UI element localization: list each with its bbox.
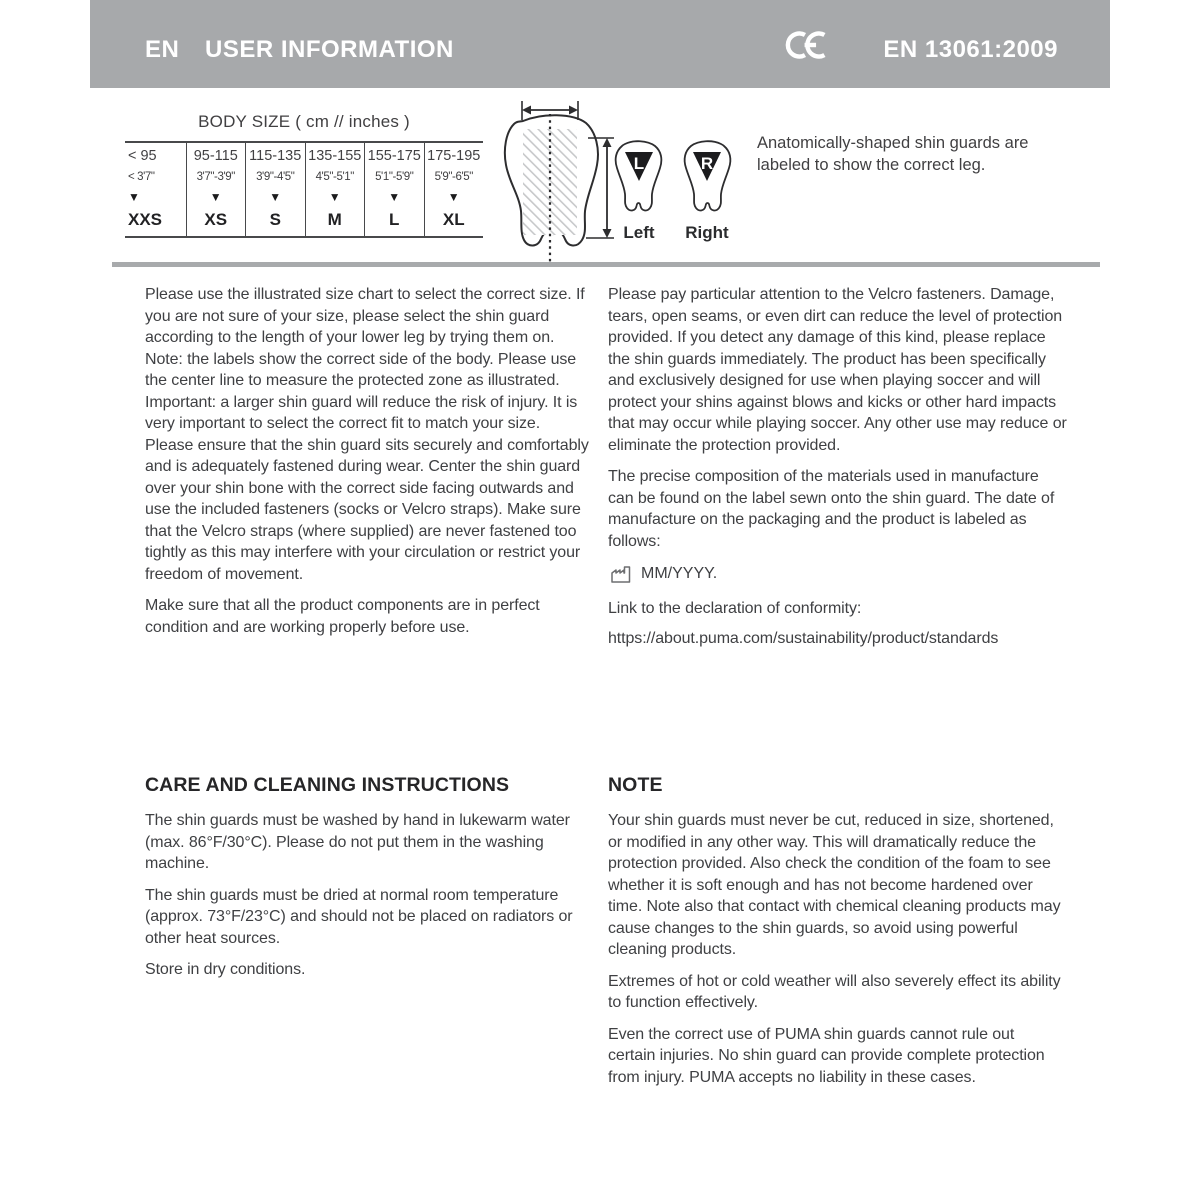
size-column-xxs xyxy=(125,143,186,236)
intro-right-column xyxy=(608,284,1068,648)
care-heading: CARE AND CLEANING INSTRUCTIONS xyxy=(145,774,510,796)
protected-zone-hatch xyxy=(523,129,577,235)
inch-range: < 3'7" xyxy=(128,171,155,184)
language-code: EN xyxy=(145,36,180,63)
paragraph: Please use the illustrated size chart to select the correct size. If you are not sure of your size, please select the shin guard according to the length of your lower leg by trying them on. Note: the labels show the correct side of the body. Please use the center line to measure the protected zone as illustrated. Important: a larger shin guard will reduce the risk of injury. It is very important to select the correct fit to match your size. Please ensure that the shin guard sits securely and comfortably and is adequately fastened during wear. Center the shin guard over your shin bone with the correct side facing outwards and use the included fasteners (socks or Velcro straps). Make sure that the Velcro straps (where supplied) are never fastened too tightly as this may interfere with your circulation or restrict your freedom of movement. xyxy=(145,286,589,583)
down-triangle-icon: ▼ xyxy=(447,189,460,204)
cm-range: 175-195 xyxy=(427,148,481,164)
intro-left-column xyxy=(145,284,592,648)
size-label: L xyxy=(389,209,400,229)
inch-range: 3'9"-4'5" xyxy=(256,171,295,184)
standard-number: EN 13061:2009 xyxy=(883,36,1058,63)
note-section xyxy=(608,774,1063,1098)
paragraph: Your shin guards must never be cut, reduced in size, shortened, or modified in any other way. This will dramatically reduce the protection provided. Also check the condition of the foam to see whether it is soft enough and has not become hardened over time. Note also that contact with chemical cleaning products may cause changes to the shin guards, so avoid using powerful cleaning products. xyxy=(608,812,1061,958)
care-section xyxy=(145,774,597,991)
down-triangle-icon: ▼ xyxy=(269,189,282,204)
conformity-link-label: Link to the declaration of conformity: xyxy=(608,600,862,617)
shin-guard-measurement-diagram xyxy=(497,99,615,266)
right-shin-guard-icon xyxy=(680,137,734,213)
right-label: Right xyxy=(685,223,729,242)
paragraph: Extremes of hot or cold weather will also severely effect its ability to function effectively. xyxy=(608,972,1061,1011)
ce-mark-icon xyxy=(782,29,828,61)
paragraph: The precise composition of the materials used in manufacture can be found on the label sewn onto the shin guard. The date of manufacture on the packaging and the product is labeled as follows: xyxy=(608,468,1055,550)
cm-range: 115-135 xyxy=(249,148,302,164)
left-letter: L xyxy=(633,154,645,173)
down-triangle-icon: ▼ xyxy=(328,189,341,204)
left-guard-figure xyxy=(612,137,666,243)
right-letter: R xyxy=(700,154,714,173)
note-heading: NOTE xyxy=(608,774,663,796)
down-triangle-icon: ▼ xyxy=(388,189,401,204)
inch-range: 3'7"-3'9" xyxy=(196,171,235,184)
conformity-link[interactable]: https://about.puma.com/sustainability/product/standards xyxy=(608,629,999,647)
down-triangle-icon: ▼ xyxy=(128,189,140,204)
size-column-xl xyxy=(424,143,484,236)
left-label: Left xyxy=(623,223,655,242)
size-label: XS xyxy=(204,209,228,229)
section-divider xyxy=(112,262,1100,267)
size-column-s xyxy=(245,143,305,236)
size-chart-table xyxy=(125,141,483,238)
paragraph: Please pay particular attention to the Velcro fasteners. Damage, tears, open seams, or even dirt can reduce the level of protection provided. If you detect any damage of this kind, please replace the shin guards immediately. The product has been specifically and exclusively designed for use when playing soccer and will protect your shins against blows and kicks or other hard impacts that may occur while playing soccer. Any other use may reduce or eliminate the protection provided. xyxy=(608,286,1067,454)
factory-icon xyxy=(608,562,634,586)
cm-range: 95-115 xyxy=(193,148,238,164)
left-shin-guard-icon xyxy=(612,137,666,213)
right-guard-figure xyxy=(680,137,734,243)
paragraph: Even the correct use of PUMA shin guards cannot rule out certain injuries. No shin guard can provide complete protection from injury. PUMA accepts no liability in these cases. xyxy=(608,1025,1045,1086)
inch-range: 4'5"-5'1" xyxy=(315,171,354,184)
size-column-xs xyxy=(186,143,246,236)
manufacture-date-line xyxy=(608,562,1068,586)
size-column-m xyxy=(305,143,365,236)
left-right-guards xyxy=(612,137,734,243)
down-triangle-icon: ▼ xyxy=(209,189,222,204)
size-label: XL xyxy=(442,209,465,229)
header-bar xyxy=(90,0,1110,88)
size-column-l xyxy=(364,143,424,236)
inch-range: 5'1"-5'9" xyxy=(375,171,414,184)
size-chart-title: BODY SIZE ( cm // inches ) xyxy=(198,112,410,131)
cm-range: < 95 xyxy=(128,148,157,164)
cm-range: 155-175 xyxy=(367,148,421,164)
page-title: USER INFORMATION xyxy=(205,36,454,63)
date-code: MM/YYYY. xyxy=(641,565,718,582)
paragraph: Store in dry conditions. xyxy=(145,961,306,978)
paragraph: The shin guards must be dried at normal room temperature (approx. 73°F/23°C) and should not be placed on radiators or other heat sources. xyxy=(145,886,573,947)
cm-range: 135-155 xyxy=(308,148,362,164)
inch-range: 5'9"-6'5" xyxy=(434,171,473,184)
size-label: XXS xyxy=(128,209,163,229)
size-label: S xyxy=(269,209,281,229)
paragraph: Make sure that all the product components are in perfect condition and are working properly before use. xyxy=(145,597,540,636)
diagram-annotation: Anatomically-shaped shin guards are labeled to show the correct leg. xyxy=(757,134,1029,174)
paragraph: The shin guards must be washed by hand in lukewarm water (max. 86°F/30°C). Please do not put them in the washing machine. xyxy=(145,812,570,872)
size-label: M xyxy=(327,209,342,229)
